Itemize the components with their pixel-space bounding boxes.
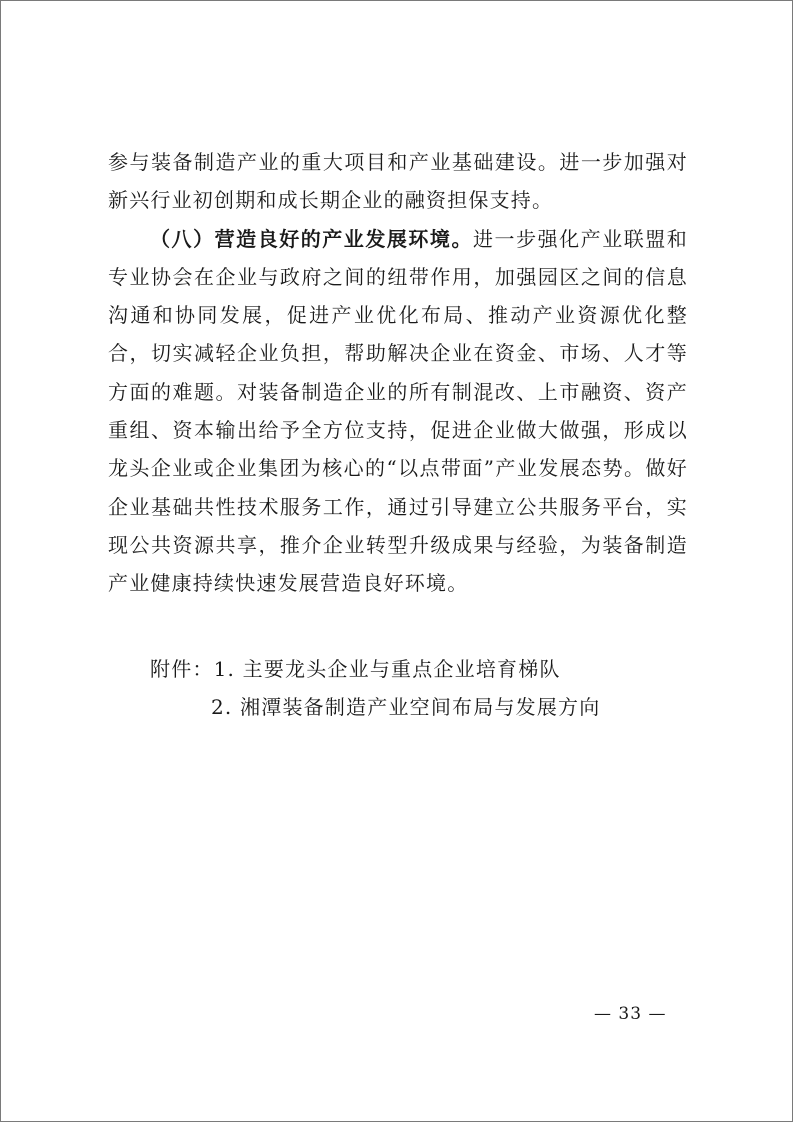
attachment-item-1 [150, 650, 600, 688]
paragraph-financing: 参与装备制造产业的重大项目和产业基础建设。进一步加强对新兴行业初创期和成长期企业的融资担保支持。 [108, 150, 688, 213]
page-number: — 33 — [594, 1004, 667, 1024]
attachment-item-2 [150, 688, 600, 726]
document-body [108, 143, 688, 603]
section-heading: （八）营造良好的产业发展环境。 [150, 226, 473, 251]
attachments-label: 附件： [150, 657, 214, 681]
attachments-list [150, 650, 600, 726]
attachment-title-1: 1. 主要龙头企业与重点企业培育梯队 [213, 657, 561, 681]
paragraph-environment [108, 220, 688, 603]
attachment-title-2: 2. 湘潭装备制造产业空间布局与发展方向 [211, 695, 601, 719]
section-body: 进一步强化产业联盟和专业协会在企业与政府之间的纽带作用，加强园区之间的信息沟通和协同发展，促进产业优化布局、推动产业资源优化整合，切实减轻企业负担，帮助解决企业在资金、市场、人才等方面的难题。对装备制造企业的所有制混改、上市融资、资产重组、资本输出给予全方位支持，促进企业做大做强，形成以龙头企业或企业集团为核心的“以点带面”产业发展态势。做好企业基础共性技术服务工作，通过引导建立公共服务平台，实现公共资源共享，推介企业转型升级成果与经验，为装备制造产业健康持续快速发展营造良好环境。 [108, 226, 688, 596]
